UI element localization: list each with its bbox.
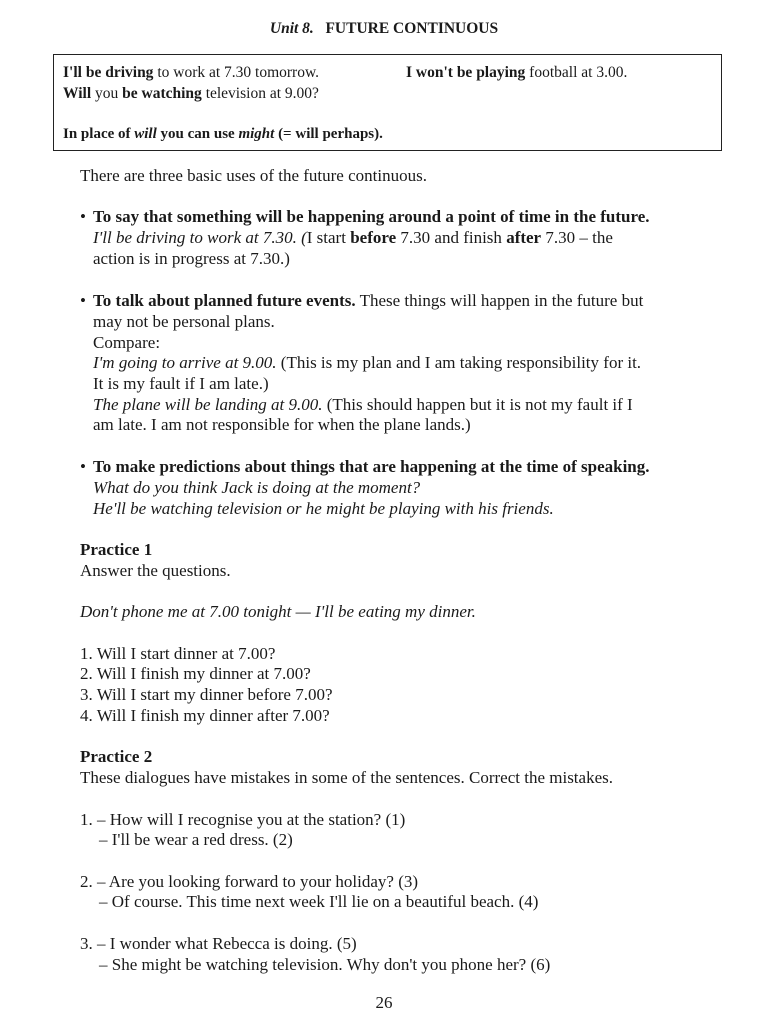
use1-expl-3: 7.30 – the xyxy=(541,228,613,247)
box-example-3 xyxy=(63,85,319,103)
note-might: might xyxy=(238,126,275,142)
practice2-instruction: These dialogues have mistakes in some of the sentences. Correct the mistakes. xyxy=(80,768,613,787)
use2-ex2-italic: The plane will be landing at 9.00. xyxy=(93,395,323,414)
use1-heading: To say that something will be happening around a point of time in the future. xyxy=(93,207,650,226)
note-part-3: (= will perhaps). xyxy=(274,126,383,142)
unit-label: Unit 8. xyxy=(269,20,314,37)
use1-example-line xyxy=(93,228,613,248)
practice1-question-4: 4. Will I finish my dinner after 7.00? xyxy=(80,706,330,725)
note-will: will xyxy=(134,126,157,142)
page-title xyxy=(0,20,768,38)
practice1-question-2: 2. Will I finish my dinner at 7.00? xyxy=(80,664,311,683)
bullet-2: • xyxy=(80,291,86,310)
box-ex3-bold1: Will xyxy=(63,85,92,102)
example-box xyxy=(53,54,722,151)
use1-expl-2: 7.30 and finish xyxy=(396,228,507,247)
dialogue-2-line-b: – Of course. This time next week I'll lie on a beautiful beach. (4) xyxy=(99,892,539,911)
bullet-3: • xyxy=(80,457,86,476)
use2-heading-line xyxy=(93,291,643,311)
use2-example-2-cont: am late. I am not responsible for when the plane lands.) xyxy=(93,415,471,434)
dialogue-2-line-a: 2. – Are you looking forward to your holiday? (3) xyxy=(80,872,419,891)
use2-compare: Compare: xyxy=(93,333,161,352)
dialogue-1-line-b: – I'll be wear a red dress. (2) xyxy=(99,830,293,849)
use2-example-2 xyxy=(93,395,633,415)
box-ex1-bold: I'll be driving xyxy=(63,64,154,81)
use2-text-2: may not be personal plans. xyxy=(93,312,275,331)
use1-before: before xyxy=(350,228,397,247)
use3-example-1: What do you think Jack is doing at the moment? xyxy=(93,478,421,497)
intro-text: There are three basic uses of the future continuous. xyxy=(80,166,427,185)
practice1-question-1: 1. Will I start dinner at 7.00? xyxy=(80,644,276,663)
box-ex2-bold: I won't be playing xyxy=(406,64,526,81)
box-example-1 xyxy=(63,64,319,82)
use2-text-1: These things will happen in the future but xyxy=(355,291,644,310)
dialogue-3-line-a: 3. – I wonder what Rebecca is doing. (5) xyxy=(80,934,357,953)
practice2-title: Practice 2 xyxy=(80,747,153,766)
dialogue-3-line-b: – She might be watching television. Why don't you phone her? (6) xyxy=(99,955,551,974)
box-ex3-text1: you xyxy=(91,85,123,102)
use2-example-1-cont: It is my fault if I am late.) xyxy=(93,374,269,393)
practice1-example: Don't phone me at 7.00 tonight — I'll be eating my dinner. xyxy=(80,602,476,621)
use2-ex1-text: (This is my plan and I am taking responsibility for it. xyxy=(276,353,642,372)
use2-example-1 xyxy=(93,353,641,373)
bullet-1: • xyxy=(80,207,86,226)
use2-ex2-text: (This should happen but it is not my fault if I xyxy=(322,395,633,414)
practice1-title: Practice 1 xyxy=(80,540,153,559)
dialogue-1-line-a: 1. – How will I recognise you at the station? (1) xyxy=(80,810,406,829)
box-ex3-text2: television at 9.00? xyxy=(201,85,319,102)
page-number: 26 xyxy=(375,993,393,1012)
box-ex1-text: to work at 7.30 tomorrow. xyxy=(153,64,320,81)
box-ex2-text: football at 3.00. xyxy=(525,64,628,81)
practice1-instruction: Answer the questions. xyxy=(80,561,231,580)
use1-expl-1: I start xyxy=(306,228,351,247)
use2-heading: To talk about planned future events. xyxy=(93,291,356,310)
box-note xyxy=(63,126,383,143)
box-example-2 xyxy=(406,64,627,82)
box-ex3-bold2: be watching xyxy=(122,85,202,102)
practice1-question-3: 3. Will I start my dinner before 7.00? xyxy=(80,685,333,704)
unit-title: FUTURE CONTINUOUS xyxy=(325,20,499,37)
use1-expl-line2: action is in progress at 7.30.) xyxy=(93,249,290,268)
use1-example: I'll be driving to work at 7.30. ( xyxy=(93,228,307,247)
note-part-1: In place of xyxy=(63,126,135,142)
use1-after: after xyxy=(506,228,542,247)
use3-heading: To make predictions about things that are happening at the time of speaking. xyxy=(93,457,650,476)
note-part-2: you can use xyxy=(156,126,239,142)
use3-example-2: He'll be watching television or he might be playing with his friends. xyxy=(93,499,554,518)
use2-ex1-italic: I'm going to arrive at 9.00. xyxy=(93,353,277,372)
